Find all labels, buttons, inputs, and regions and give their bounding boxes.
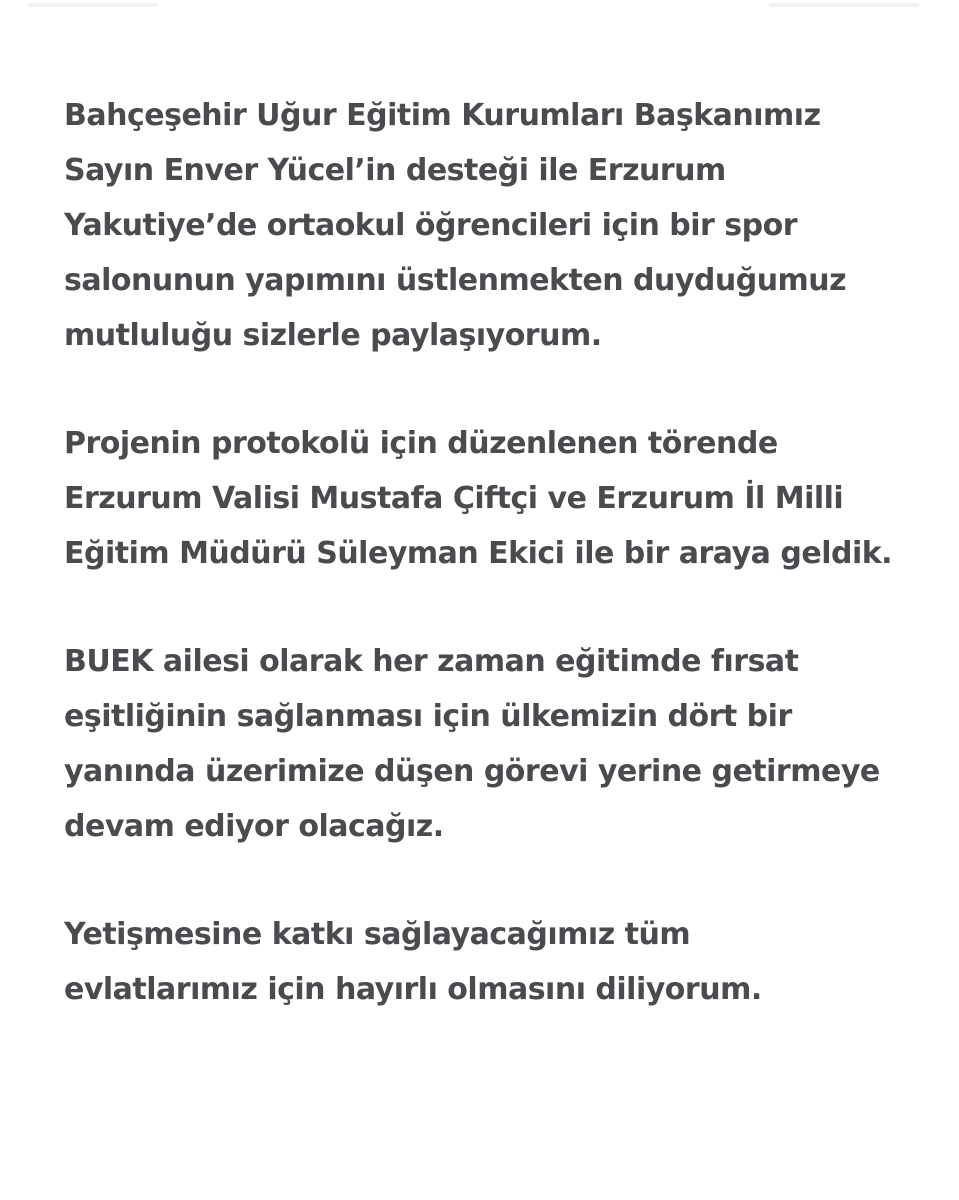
status-strip-left-fragment (28, 3, 158, 7)
text-line: Yetişmesine katkı sağlayacağımız tüm (64, 917, 691, 952)
paragraph-1 (64, 88, 924, 363)
text-line: Projenin protokolü için düzenlenen törende (64, 426, 778, 461)
status-strip-right-fragment (769, 3, 919, 7)
text-line: salonunun yapımını üstlenmekten duyduğumuz (64, 263, 847, 298)
text-line: evlatlarımız için hayırlı olmasını diliyorum. (64, 972, 762, 1007)
paragraph-3 (64, 634, 924, 854)
note-body[interactable] (64, 88, 924, 1070)
text-line: BUEK ailesi olarak her zaman eğitimde fırsat (64, 644, 799, 679)
text-line: devam ediyor olacağız. (64, 809, 444, 844)
text-line: Bahçeşehir Uğur Eğitim Kurumları Başkanımız (64, 98, 821, 133)
text-line: mutluluğu sizlerle paylaşıyorum. (64, 318, 602, 353)
text-line: Sayın Enver Yücel’in desteği ile Erzurum (64, 153, 726, 188)
text-line: yanında üzerimize düşen görevi yerine getirmeye (64, 754, 880, 789)
paragraph-4 (64, 907, 924, 1017)
text-line: eşitliğinin sağlanması için ülkemizin dört bir (64, 699, 792, 734)
top-status-strip (0, 0, 959, 14)
text-line: Erzurum Valisi Mustafa Çiftçi ve Erzurum İl Milli (64, 481, 844, 516)
text-line: Yakutiye’de ortaokul öğrencileri için bir spor (64, 208, 798, 243)
paragraph-2 (64, 416, 924, 581)
text-line: Eğitim Müdürü Süleyman Ekici ile bir araya geldik. (64, 536, 893, 571)
